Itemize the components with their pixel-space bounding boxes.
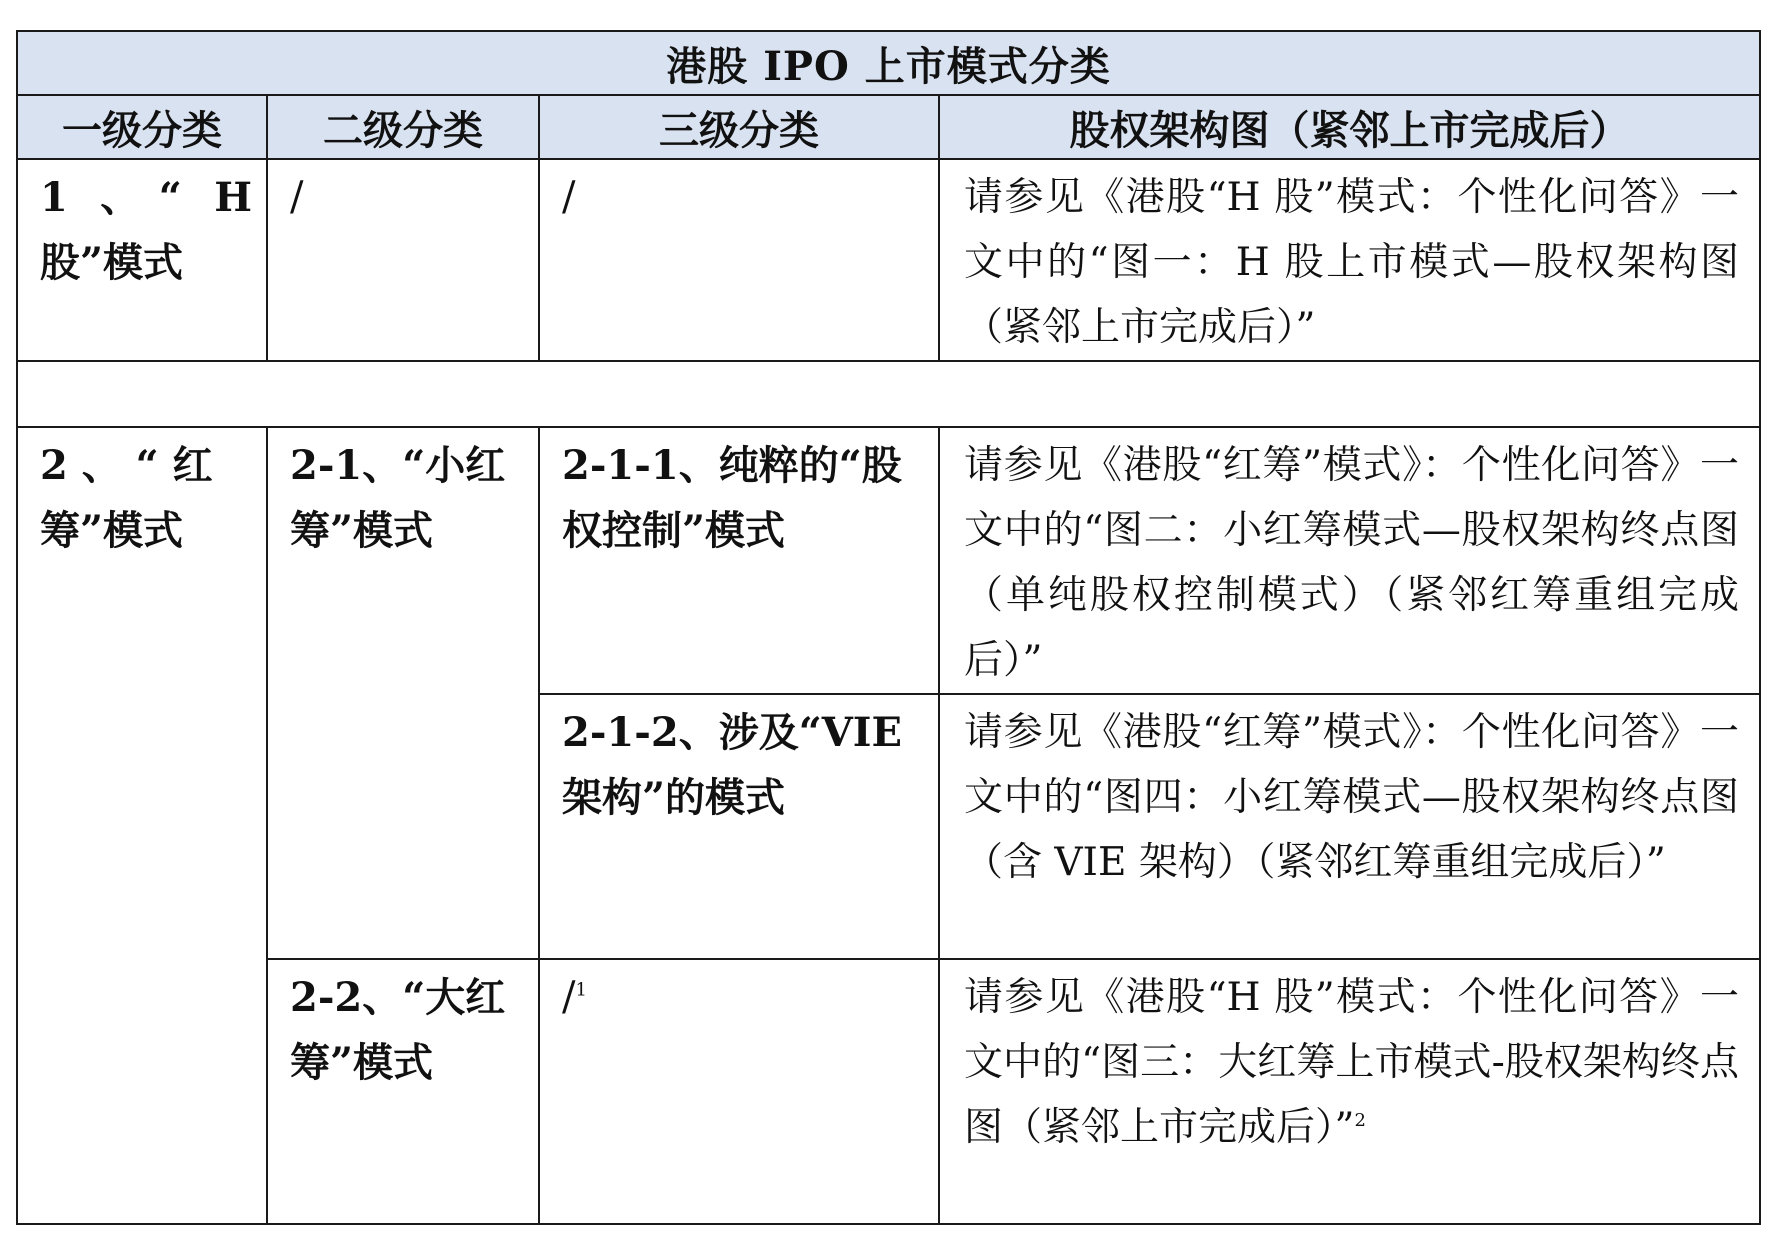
spacer-cell [17,361,1760,427]
spacer-row [17,361,1760,427]
large-red-chip-level3-text: / [562,974,576,1020]
footnote-marker-1[interactable]: 1 [575,979,587,1001]
small-red-chip-level2: 2-1、“小红筹”模式 [267,427,539,959]
header-level3: 三级分类 [539,95,939,159]
header-level2: 二级分类 [267,95,539,159]
header-row [17,95,1760,159]
pure-equity-chart-ref: 请参见《港股“红筹”模式》：个性化问答》一文中的“图二：小红筹模式—股权架构终点图（单纯股权控制模式）（紧邻红筹重组完成后）” [939,427,1760,694]
table-row-red-chip-pure [17,427,1760,694]
footnote-marker-2[interactable]: 2 [1354,1110,1366,1131]
header-level1: 一级分类 [17,95,267,159]
pure-equity-level3: 2-1-1、纯粹的“股权控制”模式 [539,427,939,694]
red-chip-level1: 2 、 “ 红 筹”模式 [17,427,267,1224]
large-red-chip-level2: 2-2、“大红筹”模式 [267,959,539,1224]
table-title: 港股 IPO 上市模式分类 [17,31,1760,95]
vie-level3: 2-1-2、涉及“VIE 架构”的模式 [539,694,939,959]
ipo-classification-table [16,30,1761,1225]
h-share-level2: / [267,159,539,361]
table-row-h-share [17,159,1760,361]
large-red-chip-chart-ref [939,959,1760,1224]
h-share-chart-ref: 请参见《港股“H 股”模式：个性化问答》一文中的“图一：H 股上市模式—股权架构图（紧邻上市完成后）” [939,159,1760,361]
vie-chart-ref: 请参见《港股“红筹”模式》：个性化问答》一文中的“图四：小红筹模式—股权架构终点图（含 VIE 架构）（紧邻红筹重组完成后）” [939,694,1760,959]
header-chart: 股权架构图（紧邻上市完成后） [939,95,1760,159]
h-share-level1: 1 、“ H 股”模式 [17,159,267,361]
table-row-large-red-chip [17,959,1760,1224]
large-red-chip-level3 [539,959,939,1224]
title-row [17,31,1760,95]
h-share-level3: / [539,159,939,361]
large-red-chip-chart-text: 请参见《港股“H 股”模式：个性化问答》一文中的“图三：大红筹上市模式-股权架构终点图（紧邻上市完成后）” [964,975,1740,1150]
